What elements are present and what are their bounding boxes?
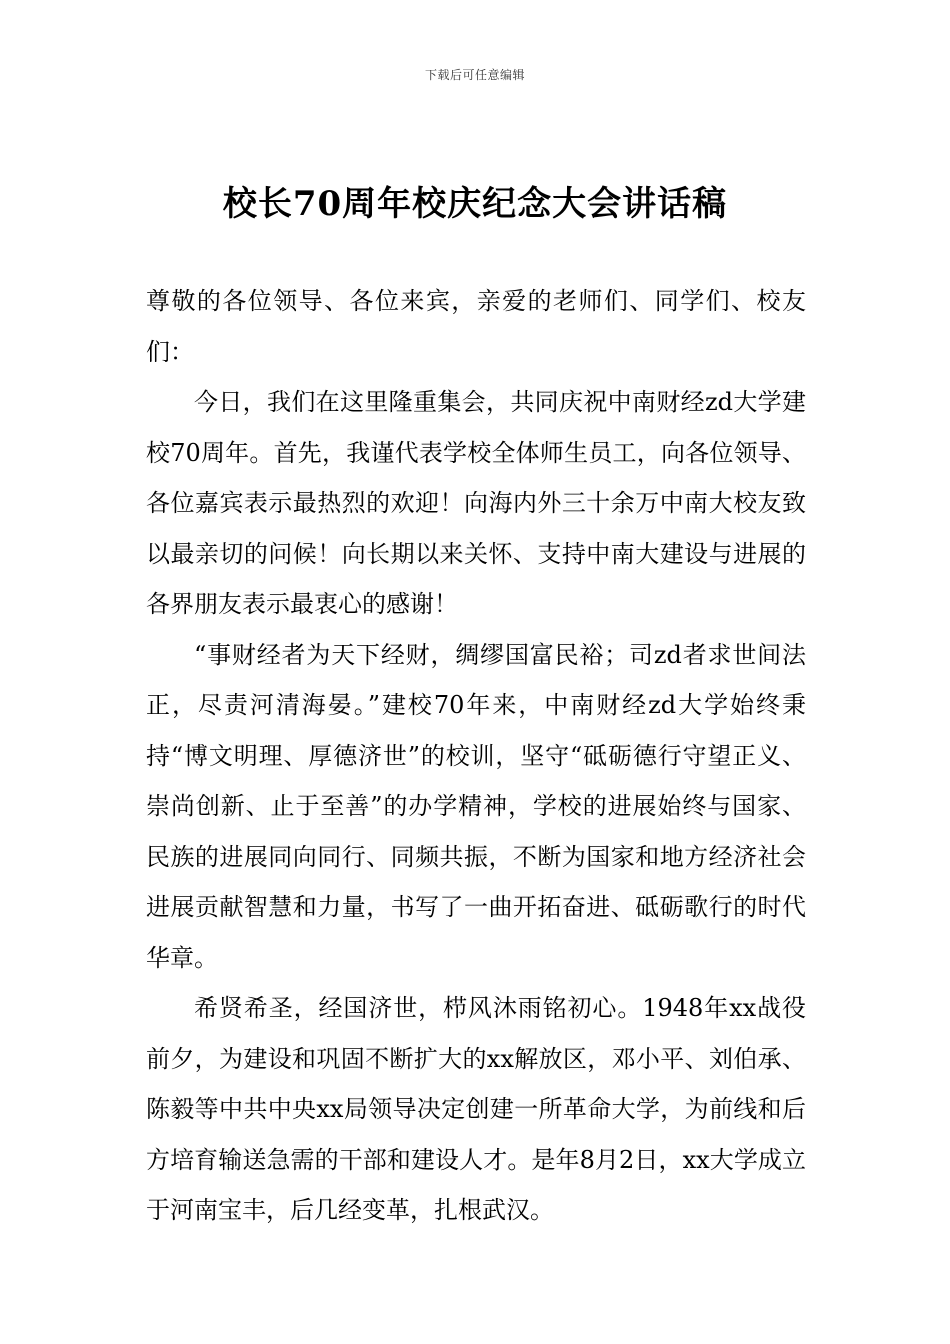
salutation-paragraph: 尊敬的各位领导、各位来宾，亲爱的老师们、同学们、校友们：	[146, 287, 806, 366]
body-paragraph: 今日，我们在这里隆重集会，共同庆祝中南财经zd大学建校70周年。首先，我谨代表学校全体师生员工，向各位领导、各位嘉宾表示最热烈的欢迎！向海内外三十余万中南大校友致以最亲切的问候！向长期以来关怀、支持中南大建设与进展的各界朋友表示最衷心的感谢！	[146, 388, 806, 618]
document-title: 校长70周年校庆纪念大会讲话稿	[222, 184, 728, 224]
header-note: 下载后可任意编辑	[424, 68, 525, 82]
body-paragraph: “事财经者为天下经财，绸缪国富民裕；司zd者求世间法正，尽责河清海晏。”建校70年来，中南财经zd大学始终秉持“博文明理、厚德济世”的校训，坚守“砥砺德行守望正义、崇尚创新、止于至善”的办学精神，学校的进展始终与国家、民族的进展同向同行、同频共振，不断为国家和地方经济社会进展贡献智慧和力量，书写了一曲开拓奋进、砥砺歌行的时代华章。	[146, 640, 806, 972]
document-body	[146, 276, 806, 1236]
body-paragraph: 希贤希圣，经国济世，栉风沐雨铭初心。1948年xx战役前夕，为建设和巩固不断扩大的xx解放区，邓小平、刘伯承、陈毅等中共中央xx局领导决定创建一所革命大学，为前线和后方培育输送急需的干部和建设人才。是年8月2日，xx大学成立于河南宝丰，后几经变革，扎根武汉。	[146, 994, 806, 1224]
